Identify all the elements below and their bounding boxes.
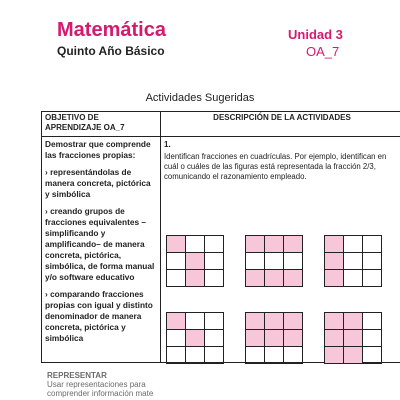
fraction-grid-2 bbox=[245, 235, 303, 287]
activities-table bbox=[41, 111, 400, 363]
fraction-grid-1 bbox=[166, 235, 224, 287]
fraction-grid-3 bbox=[324, 235, 382, 287]
representar-text: Usar representaciones para comprender información mate bbox=[47, 380, 154, 398]
objective-bullet-2: › creando grupos de fracciones equivalentes – simplificando y amplificando– de manera concreta, pictórica, simbólica, de forma manual y/o software educativo bbox=[45, 206, 155, 282]
objective-bullet-1: › representándolas de manera concreta, pictórica y simbólica bbox=[45, 167, 151, 199]
representar-title: REPRESENTAR bbox=[47, 371, 107, 380]
activity-number: 1. bbox=[164, 140, 171, 149]
section-title: Actividades Sugeridas bbox=[145, 92, 255, 104]
activity-cell bbox=[161, 137, 400, 363]
unit-label: Unidad 3 bbox=[288, 27, 343, 42]
fraction-grid-5 bbox=[245, 312, 303, 364]
grade-level: Quinto Año Básico bbox=[57, 44, 165, 58]
oa-label: OA_7 bbox=[306, 44, 340, 59]
activity-description: Identifican fracciones en cuadrículas. Por ejemplo, identifican en cuál o cuáles de las figuras está representada la fracción 2/3, comunicando el razonamiento empleado. bbox=[164, 152, 387, 181]
description-header: DESCRIPCIÓN DE LA ACTIVIDADES bbox=[161, 112, 400, 137]
objective-cell bbox=[42, 137, 161, 363]
objective-intro: Demostrar que comprende las fracciones propias: bbox=[45, 139, 151, 160]
objective-bullet-3: › comparando fracciones propias con igual y distinto denominador de manera concreta, pictórica y simbólica bbox=[45, 289, 153, 343]
subject-title: Matemática bbox=[57, 19, 166, 41]
objective-header: OBJETIVO DE APRENDIZAJE OA_7 bbox=[42, 112, 161, 137]
fraction-grid-4 bbox=[166, 312, 224, 364]
fraction-grid-6 bbox=[324, 312, 382, 364]
